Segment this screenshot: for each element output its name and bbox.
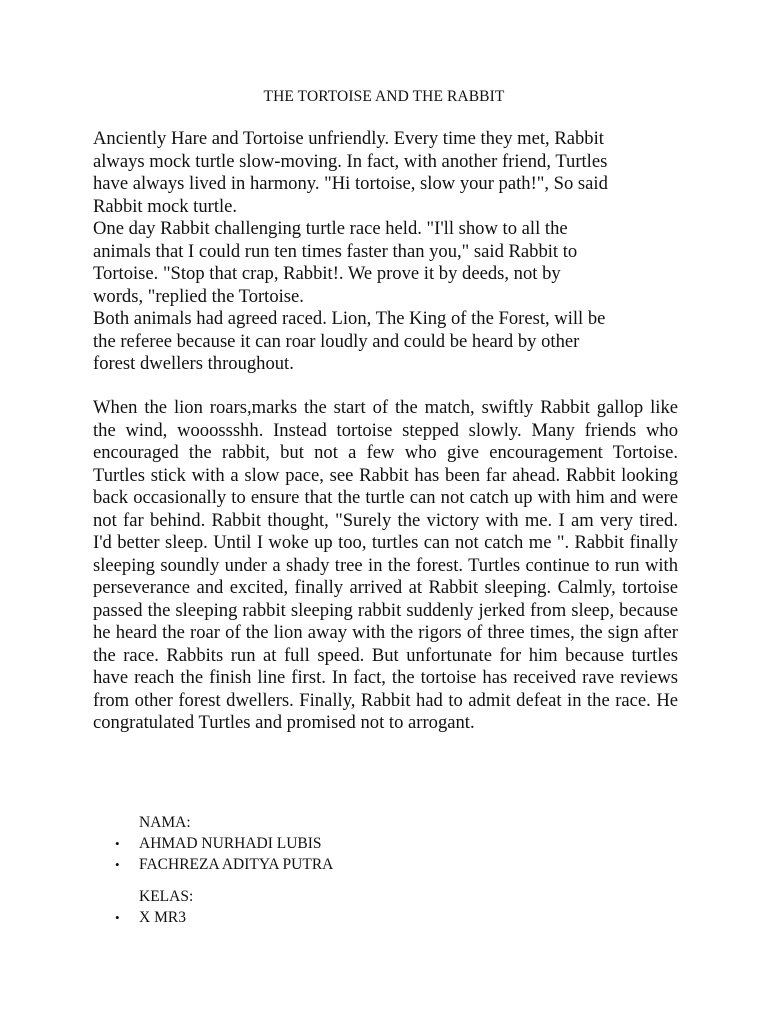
paragraph-intro	[93, 128, 678, 376]
paragraph-line: Both animals had agreed raced. Lion, The King of the Forest, will be	[93, 308, 606, 329]
paragraph-line: One day Rabbit challenging turtle race held. "I'll show to all the	[93, 218, 568, 239]
student-name: AHMAD NURHADI LUBIS	[139, 835, 322, 852]
paragraph-line: Rabbit mock turtle.	[93, 195, 238, 217]
paragraph-line: animals that I could run ten times faster than you," said Rabbit to	[93, 240, 578, 262]
paragraph-line: forest dwellers throughout.	[93, 353, 294, 374]
student-name: FACHREZA ADITYA PUTRA	[139, 856, 334, 873]
document-title: THE TORTOISE AND THE RABBIT	[263, 88, 505, 105]
nama-label: NAMA:	[139, 814, 191, 831]
paragraph-line: have always lived in harmony. "Hi tortoise, slow your path!", So said	[93, 173, 608, 194]
bullet-icon: •	[115, 836, 120, 851]
kelas-label: KELAS:	[139, 888, 194, 905]
bullet-icon: •	[115, 857, 120, 872]
list-item	[115, 907, 186, 929]
paragraph-line: always mock turtle slow-moving. In fact, with another friend, Turtles	[93, 150, 608, 172]
paragraph-line: Tortoise. "Stop that crap, Rabbit!. We prove it by deeds, not by	[93, 263, 561, 284]
bullet-icon: •	[115, 910, 120, 925]
class-name: X MR3	[139, 909, 186, 926]
list-item	[115, 833, 322, 855]
paragraph-line: Anciently Hare and Tortoise unfriendly. Every time they met, Rabbit	[93, 128, 604, 149]
paragraph-line: the referee because it can roar loudly and could be heard by other	[93, 330, 580, 352]
list-item	[115, 854, 333, 876]
paragraph-race: When the lion roars,marks the start of the match, swiftly Rabbit gallop like the wind, wooossshh. Instead tortoise stepped slowly. Many friends who encouraged the rabbit, but not a few who give encouragement Tortoise. Turtles stick with a slow pace, see Rabbit has been far ahead. Rabbit looking back occasionally to ensure that the turtle can not catch up with him and were not far behind. Rabbit thought, "Surely the victory with me. I am very tired. I'd better sleep. Until I woke up too, turtles can not catch me ". Rabbit finally sleeping soundly under a shady tree in the forest. Turtles continue to run with perseverance and excited, finally arrived at Rabbit sleeping. Calmly, tortoise passed the sleeping rabbit sleeping rabbit suddenly jerked from sleep, because he heard the roar of the lion away with the rigors of three times, the sign after the race. Rabbits run at full speed. But unfortunate for him because turtles have reach the finish line first. In fact, the tortoise has received rave reviews from other forest dwellers. Finally, Rabbit had to admit defeat in the race. He congratulated Turtles and promised not to arrogant.	[93, 397, 678, 733]
paragraph-line: words, "replied the Tortoise.	[93, 285, 304, 307]
